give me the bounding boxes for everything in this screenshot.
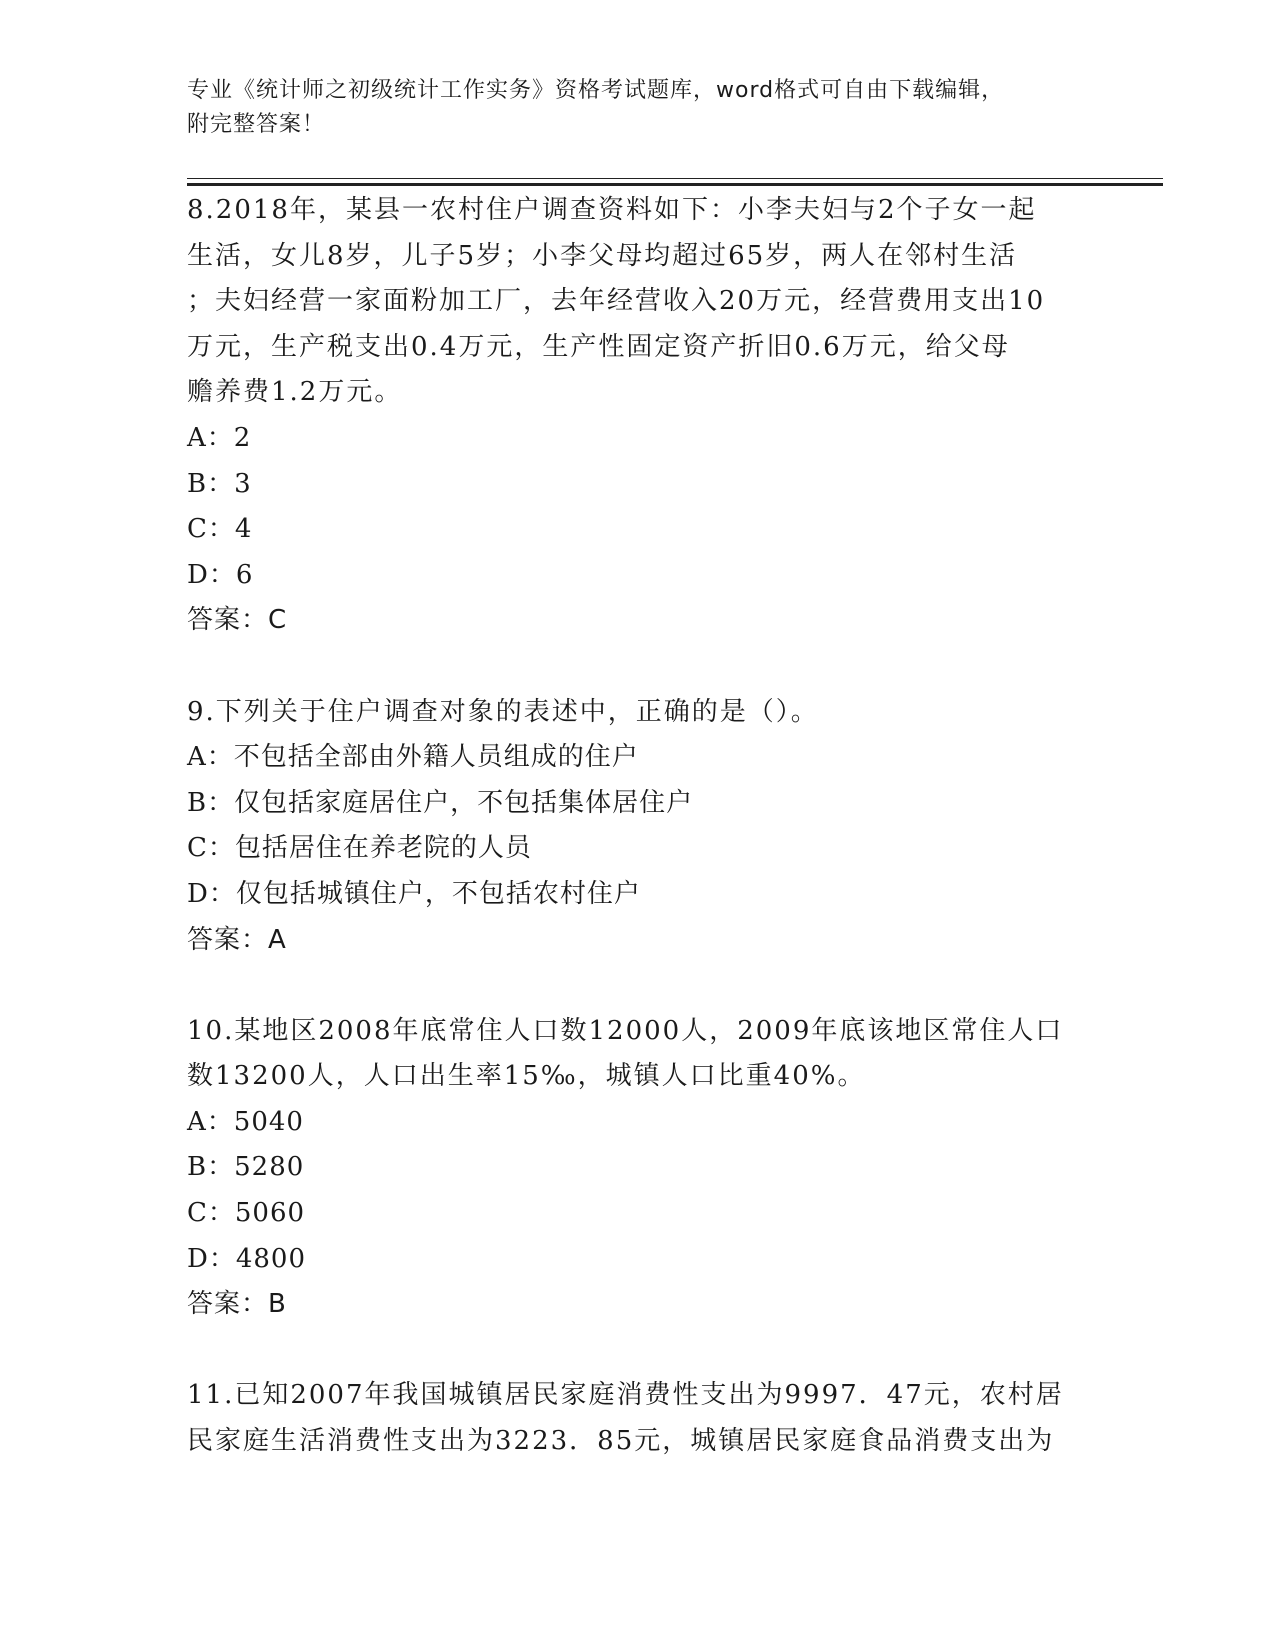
question-text: 10.某地区2008年底常住人口数12000人，2009年底该地区常住人口 — [187, 1015, 1064, 1046]
question-text: 8.2018年，某县一农村住户调查资料如下：小李夫妇与2个子女一起 — [187, 195, 1037, 225]
option-c: C：包括居住在养老院的人员 — [187, 833, 532, 864]
question-text: 9.下列关于住户调查对象的表述中，正确的是（）。 — [187, 696, 819, 727]
option-a: A：不包括全部由外籍人员组成的住户 — [187, 742, 639, 773]
question-text: ；夫妇经营一家面粉加工厂，去年经营收入20万元，经营费用支出10 — [187, 286, 1046, 317]
answer-label: 答案：A — [187, 924, 287, 955]
question-text: 民家庭生活消费性支出为3223．85元，城镇居民家庭食品消费支出为 — [187, 1426, 1055, 1457]
question-text: 数13200人，人口出生率15‰，城镇人口比重40%。 — [187, 1061, 866, 1092]
answer-label: 答案：B — [187, 1289, 287, 1320]
option-a: A：5040 — [187, 1106, 304, 1137]
option-d: D：仅包括城镇住户，不包括农村住户 — [187, 878, 641, 909]
header-line: 附完整答案！ — [187, 112, 326, 137]
question-text: 万元，生产税支出0.4万元，生产性固定资产折旧0.6万元，给父母 — [187, 331, 1010, 362]
spacer — [187, 1328, 1087, 1374]
option-b: B：3 — [187, 468, 252, 499]
option-a: A：2 — [187, 422, 252, 453]
option-b: B：5280 — [187, 1152, 305, 1183]
header-divider-thick — [187, 183, 1163, 186]
question-list — [187, 188, 1087, 1465]
option-c: C：4 — [187, 514, 253, 545]
option-d: D：6 — [187, 559, 254, 590]
question-11 — [187, 1373, 1087, 1464]
header-divider-thin — [187, 178, 1163, 179]
document-header — [187, 74, 1087, 142]
spacer — [187, 644, 1087, 690]
question-9 — [187, 690, 1087, 964]
spacer — [187, 963, 1087, 1009]
question-text: 生活，女儿8岁，儿子5岁；小李父母均超过65岁，两人在邻村生活 — [187, 240, 1018, 271]
option-c: C：5060 — [187, 1198, 306, 1229]
header-line: 专业《统计师之初级统计工作实务》资格考试题库，word格式可自由下载编辑， — [187, 78, 1005, 103]
question-8 — [187, 188, 1087, 644]
option-d: D：4800 — [187, 1243, 307, 1274]
question-10 — [187, 1009, 1087, 1328]
question-text: 赡养费1.2万元。 — [187, 377, 403, 408]
option-b: B：仅包括家庭居住户，不包括集体居住户 — [187, 787, 694, 818]
answer-label: 答案：C — [187, 605, 288, 636]
question-text: 11.已知2007年我国城镇居民家庭消费性支出为9997．47元，农村居 — [187, 1380, 1064, 1411]
